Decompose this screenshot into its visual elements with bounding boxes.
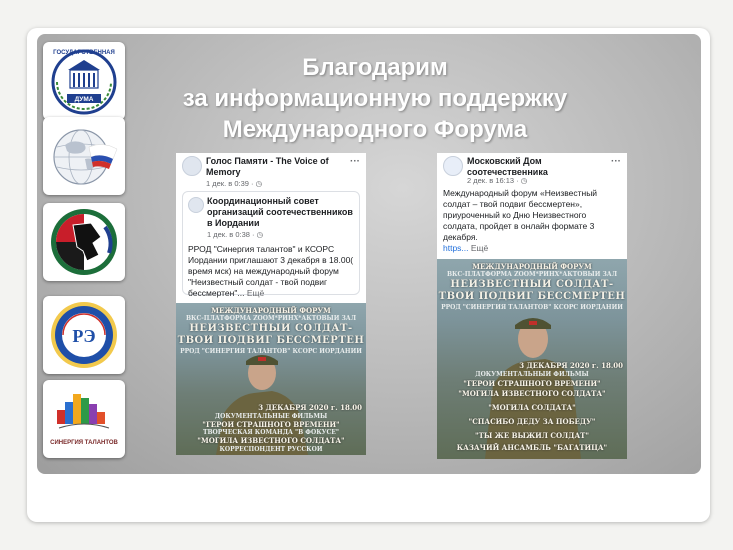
post-time[interactable]: 2 дек. в 16:13 · ◷ <box>467 176 528 185</box>
poster-line: МЕЖДУНАРОДНЫЙ ФОРУМ <box>211 306 331 315</box>
see-more-link[interactable]: Ещё <box>246 288 265 298</box>
svg-text:РЭ: РЭ <box>72 326 96 346</box>
poster-title-line: НЕИЗВЕСТНЫЙ СОЛДАТ- <box>189 323 353 334</box>
poster-line: КОРРЕСПОНДЕНТ РУССКОЙ <box>219 446 323 453</box>
poster-line: ДОКУМЕНТАЛЬНЫЕ ФИЛЬМЫ <box>214 413 328 420</box>
poster-line: "ТЫ ЖЕ ВЫЖИЛ СОЛДАТ" <box>474 431 590 440</box>
gosduma-label-top: ГОСУДАРСТВЕННАЯ <box>53 50 115 56</box>
title-line-3: Международного Форума <box>222 116 528 143</box>
post-link[interactable]: https... <box>443 243 469 253</box>
sinergia-label: СИНЕРГИЯ ТАЛАНТОВ <box>50 440 118 446</box>
slide-title <box>150 52 600 145</box>
jordan-map-logo <box>43 203 125 281</box>
post-left[interactable] <box>176 153 366 455</box>
poster-line: ТВОРЧЕСКАЯ КОМАНДА "В ФОКУСЕ" <box>202 429 340 436</box>
post-text-body: Международный форум «Неизвестный солдат – твой подвиг бессмертен», приуроченный ко Дню Неизвестного солдата, пройдет в онлайн формате 3 декабря. <box>443 188 598 242</box>
title-line-2: за информационную поддержку <box>182 85 568 112</box>
poster-line: "СПАСИБО ДЕДУ ЗА ПОБЕДУ" <box>468 417 596 426</box>
shared-post-text <box>188 244 356 299</box>
sinergia-talantov-logo <box>43 380 125 458</box>
poster-line: "ГЕРОИ СТРАШНОГО ВРЕМЕНИ" <box>463 379 601 388</box>
page-name[interactable]: Голос Памяти - The Voice of Memory <box>206 156 329 177</box>
shared-post-time[interactable]: 1 дек. в 0:38 · ◷ <box>207 230 264 239</box>
poster-line: "МОГИЛА СОЛДАТА" <box>488 403 576 412</box>
forum-poster[interactable] <box>176 303 366 455</box>
gosduma-label-bottom: ДУМА <box>74 96 94 103</box>
poster-line: ВКС-ПЛАТФОРМА ZOOM*РИНХ*АКТОВЫЙ ЗАЛ <box>446 271 617 278</box>
post-text: РРОД "Синергия талантов" и КСОРС Иордании приглашают 3 декабря в 18.00( время мск) на международный форум "Неизвестный солдат - твой подвиг бессмертен"... <box>188 244 354 298</box>
poster-title-line: ТВОЙ ПОДВИГ БЕССМЕРТЕН <box>177 335 365 346</box>
poster-line: "МОГИЛА ИЗВЕСТНОГО СОЛДАТА" <box>197 436 345 445</box>
post-text <box>443 188 619 254</box>
shared-post[interactable] <box>182 191 360 298</box>
globe-flags-logo <box>43 117 125 195</box>
post-right[interactable] <box>437 153 627 459</box>
shared-page-name[interactable]: Координационный совет организаций соотечественников в Иордании <box>207 196 353 228</box>
rcw-emblem-logo <box>43 296 125 374</box>
more-options-icon[interactable]: ··· <box>350 156 360 167</box>
poster-title-line: НЕИЗВЕСТНЫЙ СОЛДАТ- <box>450 279 614 290</box>
poster-line: ВКС-ПЛАТФОРМА ZOOM*РИНХ*АКТОВЫЙ ЗАЛ <box>185 315 356 322</box>
poster-date: 3 ДЕКАБРЯ 2020 г. 18.00 <box>258 403 362 412</box>
gosduma-logo <box>43 42 125 120</box>
post-right-header <box>443 156 621 184</box>
forum-poster[interactable] <box>437 259 627 459</box>
poster-line: "ГЕРОИ СТРАШНОГО ВРЕМЕНИ" <box>202 420 340 429</box>
avatar[interactable] <box>188 197 204 213</box>
avatar[interactable] <box>443 156 463 176</box>
more-options-icon[interactable]: ··· <box>611 156 621 167</box>
poster-line: РРОД "СИНЕРГИЯ ТАЛАНТОВ" КСОРС ИОРДАНИИ <box>180 348 362 355</box>
poster-title-line: ТВОЙ ПОДВИГ БЕССМЕРТЕН <box>438 291 626 302</box>
post-time[interactable]: 1 дек. в 0:39 · ◷ <box>206 179 263 188</box>
poster-line: "МОГИЛА ИЗВЕСТНОГО СОЛДАТА" <box>458 389 606 398</box>
see-more-link[interactable]: Ещё <box>470 243 489 253</box>
page-name[interactable]: Московский Дом соотечественника <box>467 156 548 177</box>
poster-line: РРОД "СИНЕРГИЯ ТАЛАНТОВ" КСОРС ИОРДАНИИ <box>441 304 623 311</box>
title-line-1: Благодарим <box>302 54 448 81</box>
post-left-header <box>182 156 360 186</box>
poster-line: МЕЖДУНАРОДНЫЙ ФОРУМ <box>472 262 592 271</box>
poster-date: 3 ДЕКАБРЯ 2020 г. 18.00 <box>519 361 623 370</box>
poster-line: КАЗАЧИЙ АНСАМБЛЬ "БАГАТИЦА" <box>456 443 608 452</box>
avatar[interactable] <box>182 156 202 176</box>
poster-line: ДОКУМЕНТАЛЬНЫЙ ФИЛЬМЫ <box>475 371 589 378</box>
